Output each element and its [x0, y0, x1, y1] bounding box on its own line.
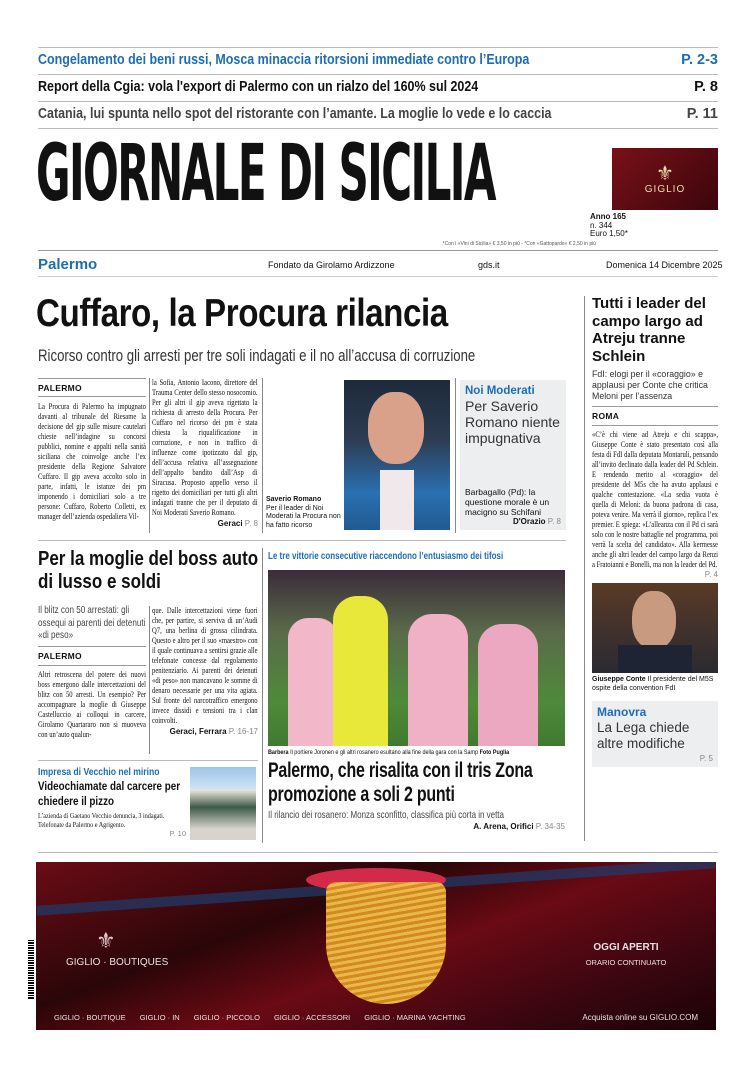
player-shape [408, 614, 468, 746]
boss-headline[interactable]: Per la moglie del boss auto di lusso e soldi [38, 548, 259, 593]
impresa-kicker: Impresa di Vecchio nel mirino [38, 766, 160, 778]
divider [38, 665, 146, 666]
suit-shape [618, 645, 692, 673]
byline-author: Geraci [217, 519, 243, 528]
teaser-2[interactable] [38, 79, 718, 97]
boss-byline [152, 727, 258, 736]
page-ref: P. 8 [547, 517, 561, 526]
ad-link: GIGLIO · BOUTIQUE [54, 1013, 126, 1022]
divider [38, 250, 718, 251]
divider [38, 646, 146, 647]
ad-open: OGGI APERTI [593, 942, 659, 953]
divider [38, 47, 718, 48]
caption-name: Barbera [268, 749, 289, 756]
right-subtitle: FdI: elogi per il «coraggio» e applausi per Conte che critica Meloni per l’assenza [592, 369, 708, 401]
column-divider [455, 378, 456, 533]
column-divider [262, 378, 263, 533]
player-shape [478, 624, 538, 746]
caption-text: Per il leader di Noi Moderati la Procura non ha fatto ricorso [266, 504, 341, 529]
prezzo: Euro 1,50* [590, 229, 628, 238]
shirt-shape [380, 470, 414, 530]
box-text: Barbagallo (Pd): la questione morale è un macigno su Schifani [465, 487, 550, 517]
site-link[interactable]: gds.it [478, 260, 500, 270]
ad-link: GIGLIO · PICCOLO [193, 1013, 260, 1022]
divider [38, 396, 146, 397]
lead-body-col1: La Procura di Palermo ha impugnato davanti al tribunale del Riesame la decisione del gip sulle misure cautelari chieste nell’indagine su concorsi pubblici, nomine e appalti nella sanità siciliana che coinvolge anche l’ex presidente della Regione Salvatore Cuffaro. Il gip aveva accolto solo in parte, infatti, le istanze dei pm imponendo i domiciliari solo a tre persone: Cuffaro, Roberto Colletti, ex manager dell’azienda ospedaliera Vil- [38, 402, 146, 521]
page-ref: P. 5 [699, 754, 713, 763]
sport-subtitle: Il rilancio dei rosanero: Monza sconfitto, classifica più corta in vetta [268, 809, 504, 821]
right-kicker: ROMA [592, 411, 620, 421]
giglio-lily-icon: ⚜ [96, 928, 116, 953]
gold-bag-shape [326, 882, 446, 1004]
caption-text: Il portiere Joronen e gli altri rosanero esultano alla fine della gara con la Samp [290, 749, 479, 756]
column-divider [584, 296, 585, 841]
ad-brand: GIGLIO · BOUTIQUES [66, 957, 169, 968]
teaser-page: P. 11 [686, 106, 718, 122]
divider [38, 276, 718, 277]
ad-online: Acquista online su GIGLIO.COM [582, 1013, 698, 1022]
teaser-3[interactable] [38, 106, 718, 124]
photo-caption [268, 749, 564, 757]
box-title: La Lega chiede altre modifiche [597, 720, 690, 751]
masthead-ad[interactable] [612, 148, 718, 210]
face-shape [368, 392, 424, 464]
sport-text-block [268, 749, 565, 832]
boss-body-col1: Altri retroscena del potere dei nuovi boss emergono dalle intercettazioni del blitz con 50 arresti. Un esempio? Per accompagnare la moglie di Giuseppe Castelluccio ai colloqui in carcere, Girolamo Quartararo non si muoveva con un’auto qualun- [38, 669, 146, 739]
saverio-romano-photo [344, 380, 450, 530]
ad-link: GIGLIO · ACCESSORI [273, 1013, 351, 1022]
sport-byline [268, 822, 565, 832]
page-ref: P. 4 [704, 570, 718, 579]
caption-name: Giuseppe Conte [592, 676, 646, 683]
column-divider [262, 548, 263, 843]
right-column [592, 295, 718, 767]
box-byline [465, 517, 561, 526]
ad-links [54, 1013, 466, 1022]
issue-info [590, 213, 628, 239]
photo-credit: Foto Puglia [479, 749, 510, 756]
page-ref: P. 8 [244, 519, 258, 528]
divider [38, 852, 718, 853]
lead-kicker: PALERMO [38, 383, 82, 393]
divider [38, 760, 258, 761]
photo-caption [592, 676, 718, 693]
date: Domenica 14 Dicembre 2025 [606, 260, 723, 270]
ad-hours: ORARIO CONTINUATO [585, 958, 667, 967]
teaser-text: Catania, lui spunta nello spot del ristorante con l’amante. La moglie lo vede e lo caccia [38, 106, 552, 122]
face-shape [632, 591, 676, 649]
caption-name: Saverio Romano [266, 496, 322, 503]
teaser-text: Congelamento dei beni russi, Mosca minaccia ritorsioni immediate contro l’Europa [38, 52, 530, 68]
divider [592, 406, 718, 407]
box-kicker: Noi Moderati [465, 385, 535, 397]
divider [38, 101, 718, 102]
lead-byline [152, 519, 258, 528]
right-headline[interactable]: Tutti i leader del campo largo ad Atreju tranne Schlein [592, 295, 706, 365]
ad-brand: GIGLIO [644, 183, 686, 195]
ad-link: GIGLIO · IN [139, 1013, 180, 1022]
giuseppe-conte-photo [592, 583, 718, 673]
byline-author: D'Orazio [512, 517, 546, 526]
impresa-text: L’azienda di Gaetano Vecchio denuncia, 3 indagati. Telefonate da Palermo e Agrigento. [38, 811, 165, 829]
price-note: *Con i «Vini di Sicilia» € 3,50 in più - *Con «Gattopardo» € 2,50 in più [442, 241, 596, 247]
photo-caption [266, 496, 342, 530]
column-divider [149, 606, 150, 754]
anno: Anno 165 [590, 212, 627, 221]
divider [38, 74, 718, 75]
founded: Fondato da Girolamo Ardizzone [268, 260, 395, 270]
ad-link: GIGLIO · MARINA YACHTING [364, 1013, 466, 1022]
lead-body-col2: la Sofia, Antonio Iacono, direttore del Trauma Center dello stesso nosocomio. Per gli altri il gip aveva rigettato la richiesta di arresto della Procura. Per Cuffaro nel ricorso dei pm è stata chiesta la riqualificazione in corruzione, e non in traffico di influenze come ipotizzato dal gip, dell’accusa relativa all’assegnazione dell’appalto bandito dall’Asp di Siracusa. Proposto appello verso il rigetto dei domiciliari per tutti gli altri indagati tranne che per il deputato di Noi Moderati Saverio Romano. [152, 378, 258, 517]
sport-headline[interactable]: Palermo, che risalita con il tris Zona promozione a soli 2 punti [268, 759, 533, 806]
masthead-title: GIORNALE DI SICILIA [36, 129, 495, 219]
impresa-headline[interactable]: Videochiamate dal carcere per chiedere il pizzo [38, 779, 181, 808]
barcode [28, 940, 34, 1000]
divider [592, 425, 718, 426]
lead-headline[interactable]: Cuffaro, la Procura rilancia [36, 292, 448, 335]
column-divider [149, 378, 150, 533]
palermo-celebration-photo [268, 570, 565, 746]
page-ref: P. 34-35 [535, 821, 565, 831]
box-title: Per Saverio Romano niente impugnativa [465, 398, 560, 446]
boss-col2-block [152, 606, 258, 736]
goalkeeper-shape [333, 596, 388, 746]
sport-kicker: Le tre vittorie consecutive riaccendono l’entusiasmo dei tifosi [268, 551, 504, 562]
boss-subtitle: Il blitz con 50 arrestati: gli ossequi ai parenti dei detenuti «di peso» [38, 604, 146, 641]
vecchio-shop-photo [190, 767, 256, 840]
divider [38, 378, 146, 379]
giglio-advertisement[interactable] [36, 862, 716, 1030]
numero: n. 344 [590, 220, 613, 230]
right-body: «C’è chi viene ad Atreju e chi scappa», Giuseppe Conte è stato presentato così alla festa di FdI dalla deputata Montaruli, pensando all’invito declinato dalla leader del Pd Schlein. E rendendo merito al «coraggio» del presidente del M5s che ha avuto applausi e qualche contestazione. «La sedia vuota è quella di Meloni: da buona padrona di casa, poteva venire. Ma verrà il giorno», replica l’ex premier. E spiega: «L’alleanza con il Pd ci sarà solo con le nostre battaglie nel programma, poi verrà la scelta del candidato». Alla kermesse anche gli altri leader del campo largo da Renzi a Fratoianni e Bonelli, ma non la leader del Pd. [592, 430, 718, 569]
edition: Palermo [38, 256, 98, 273]
lead-subtitle: Ricorso contro gli arresti per tre soli indagati e il no all’accusa di corruzione [38, 347, 476, 365]
box-kicker: Manovra [597, 705, 647, 719]
boss-col1-block [38, 604, 146, 740]
page-ref: P. 10 [169, 829, 186, 838]
teaser-1[interactable] [38, 52, 718, 70]
noi-moderati-box[interactable] [460, 380, 566, 530]
boss-body-col2: que. Dalle intercettazioni viene fuori che, per partire, si serviva di un’Audi Q7, una berlina di grossa cilindrata. Questo e altro per il suo «maestro» con il quale continuava a sentirsi grazie alle telefonate concesse dal regolamento penitenziario. Ai parenti dei detenuti «di peso» non mancavano le somme di denaro necessarie per una vita agiata. Sul fronte del narcotraffico emergono invece dissidi e tensioni tra i clan coinvolti. [152, 606, 258, 725]
lead-col2-block [152, 378, 258, 528]
impresa-block [38, 766, 186, 838]
manovra-box[interactable] [592, 701, 718, 767]
caption-text: Il presidente del M5S ospite della convention FdI [592, 676, 714, 692]
byline-author: Geraci, Ferrara [169, 727, 227, 736]
divider [38, 540, 566, 541]
giglio-lily-icon: ⚜ [656, 162, 674, 185]
teaser-text: Report della Cgia: vola l'export di Palermo con un rialzo del 160% sul 2024 [38, 79, 479, 95]
byline-author: A. Arena, Orifici [473, 821, 534, 831]
page-ref: P. 16-17 [228, 727, 258, 736]
player-shape [288, 618, 338, 746]
teaser-page: P. 8 [694, 79, 718, 95]
teaser-page: P. 2-3 [681, 52, 718, 68]
boss-kicker: PALERMO [38, 650, 82, 661]
